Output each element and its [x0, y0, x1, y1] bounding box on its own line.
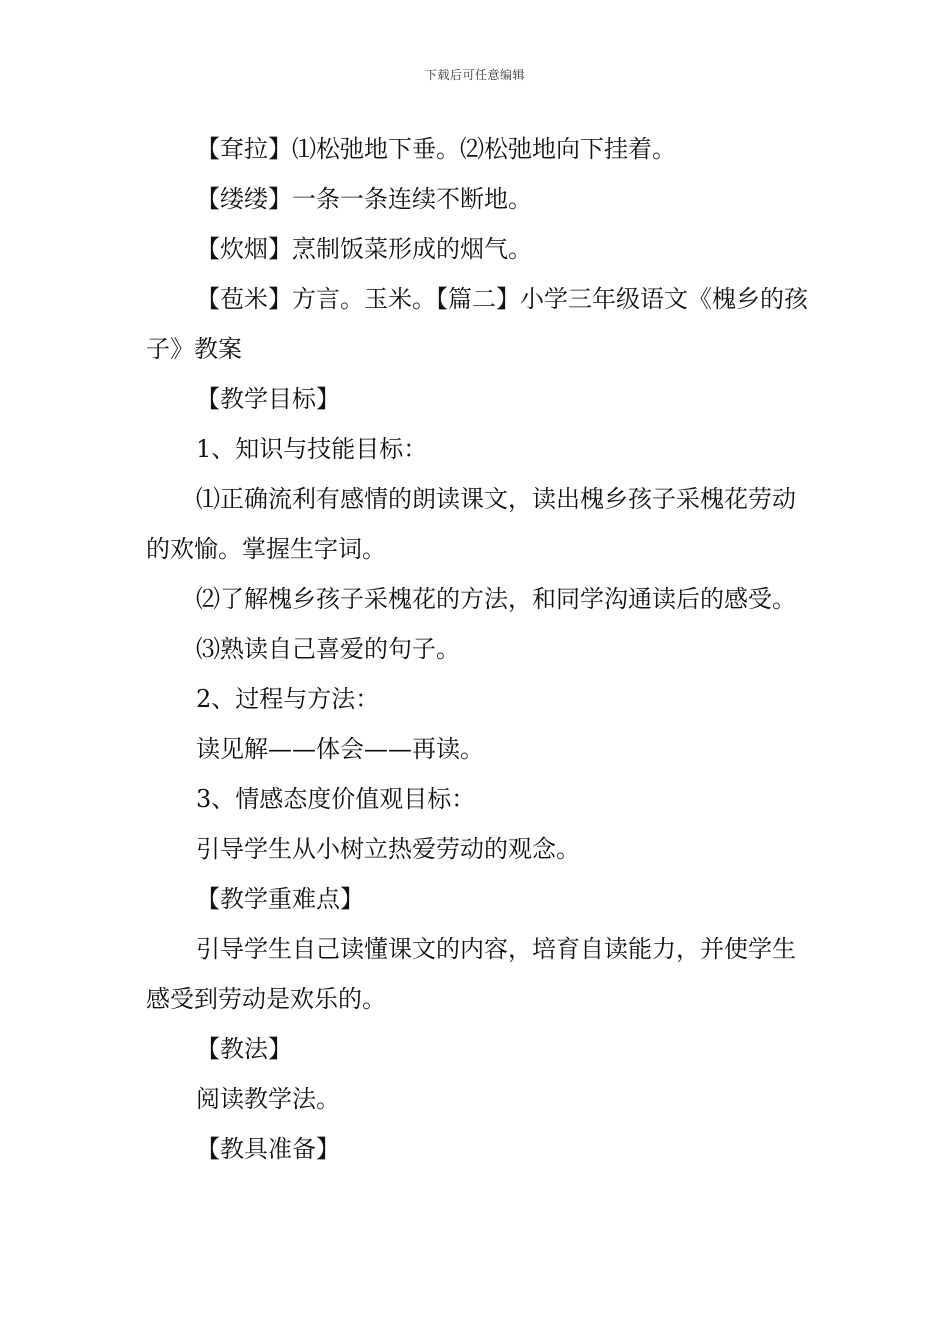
- paragraph-11: 读见解——体会——再读。: [196, 735, 484, 763]
- paragraph-9: ⑶熟读自己喜爱的句子。: [196, 635, 460, 663]
- paragraph-4: 【苞米】方言。玉米。【篇二】小学三年级语文《槐乡的孩子》教案: [146, 285, 808, 363]
- paragraph-18: 【教具准备】: [196, 1135, 340, 1163]
- paragraph-3: 【炊烟】烹制饭菜形成的烟气。: [196, 235, 532, 263]
- paragraph-5: 【教学目标】: [196, 385, 340, 413]
- paragraph-17: 阅读教学法。: [196, 1085, 340, 1113]
- paragraph-10: 2、过程与方法：: [196, 685, 380, 713]
- paragraph-14: 【教学重难点】: [196, 885, 364, 913]
- paragraph-12: 3、情感态度价值观目标：: [196, 785, 476, 813]
- paragraph-6: 1、知识与技能目标：: [196, 435, 428, 463]
- paragraph-13: 引导学生从小树立热爱劳动的观念。: [196, 835, 580, 863]
- paragraph-15: 引导学生自己读懂课文的内容，培育自读能力，并使学生感受到劳动是欢乐的。: [146, 935, 796, 1013]
- paragraph-1: 【耷拉】⑴松弛地下垂。⑵松弛地向下挂着。: [196, 135, 676, 163]
- paragraph-8: ⑵了解槐乡孩子采槐花的方法，和同学沟通读后的感受。: [196, 585, 796, 613]
- paragraph-7: ⑴正确流利有感情的朗读课文，读出槐乡孩子采槐花劳动的欢愉。掌握生字词。: [146, 485, 796, 563]
- paragraph-2: 【缕缕】一条一条连续不断地。: [196, 185, 532, 213]
- page-header: 下载后可任意编辑: [424, 68, 525, 82]
- document-body: [146, 124, 808, 1174]
- paragraph-16: 【教法】: [196, 1035, 292, 1063]
